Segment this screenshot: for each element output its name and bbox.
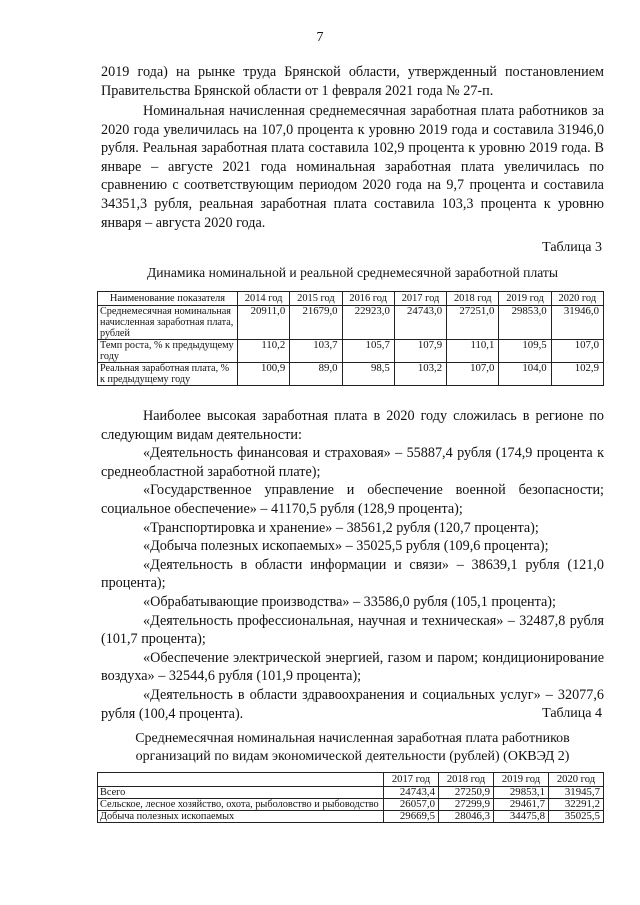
- table3-header-cell: 2019 год: [499, 292, 551, 306]
- table3-header-row: [98, 292, 604, 306]
- paragraph-wages-2020: Номинальная начисленная среднемесячная заработная плата работников за 2020 года увеличилась на 107,0 процента к уровню 2019 года и составила 31946,0 рубля. Реальная заработная плата составила 102,9 процента к уровню 2019 года. В январе – августе 2021 года номинальная заработная плата увеличилась по сравнению с соответствующим периодом 2020 года на 9,7 процента и составила 34351,3 рубля, реальная заработная плата составила 103,3 процента к уровню января – августа 2020 года.: [101, 103, 604, 231]
- table-cell: 29669,5: [384, 811, 439, 823]
- table-cell: 103,7: [290, 340, 342, 363]
- list-intro: Наиболее высокая заработная плата в 2020 году сложилась в регионе по следующим видам деятельности:: [101, 408, 604, 443]
- table-cell: 22923,0: [342, 306, 394, 340]
- table3-title: Динамика номинальной и реальной среднемесячной заработной платы: [147, 265, 558, 280]
- list-item: «Добыча полезных ископаемых» – 35025,5 рубля (109,6 процента);: [143, 538, 549, 555]
- list-item: «Деятельность финансовая и страховая» – 55887,4 рубля (174,9 процента к среднеобластной заработной плате);: [101, 445, 604, 480]
- table-cell: 98,5: [342, 363, 394, 386]
- industries-section: [101, 407, 604, 723]
- table4-title-line: Среднемесячная номинальная начисленная заработная плата работников: [135, 731, 570, 746]
- table-cell: 109,5: [499, 340, 551, 363]
- table-cell: 105,7: [342, 340, 394, 363]
- table-cell: 29461,7: [494, 799, 549, 811]
- table-row: [98, 306, 604, 340]
- table4-header-cell: [98, 773, 384, 787]
- table4-header-row: [98, 773, 604, 787]
- table3-caption: Таблица 3: [542, 240, 602, 255]
- table-cell: 34475,8: [494, 811, 549, 823]
- table-row: [98, 363, 604, 386]
- table-row: [98, 340, 604, 363]
- table3-header-cell: 2016 год: [342, 292, 394, 306]
- table-cell: 103,2: [394, 363, 446, 386]
- table-cell: 27251,0: [447, 306, 499, 340]
- table4: [97, 772, 604, 823]
- list-item: «Государственное управление и обеспечение военной безопасности; социальное обеспечение» – 41170,5 рубля (128,9 процента);: [101, 482, 604, 517]
- row-label: Темп роста, % к предыдущему году: [98, 340, 238, 363]
- table-cell: 35025,5: [549, 811, 604, 823]
- list-item: «Обрабатывающие производства» – 33586,0 рубля (105,1 процента);: [143, 593, 556, 610]
- table-cell: 110,2: [238, 340, 290, 363]
- table3-header-cell: 2018 год: [447, 292, 499, 306]
- table-row: [98, 799, 604, 811]
- table3-header-cell: 2020 год: [551, 292, 603, 306]
- table4-header-cell: 2017 год: [384, 773, 439, 787]
- table-cell: 89,0: [290, 363, 342, 386]
- table-cell: 29853,0: [499, 306, 551, 340]
- table3-header-cell: 2015 год: [290, 292, 342, 306]
- row-label: Всего: [98, 787, 384, 799]
- row-label: Среднемесячная номинальная начисленная заработная плата, рублей: [98, 306, 238, 340]
- list-item: «Транспортировка и хранение» – 38561,2 рубля (120,7 процента);: [143, 519, 539, 536]
- table4-header-cell: 2020 год: [549, 773, 604, 787]
- table-cell: 24743,4: [384, 787, 439, 799]
- list-item: «Деятельность профессиональная, научная и техническая» – 32487,8 рубля (101,7 процента);: [101, 612, 604, 648]
- list-item: «Деятельность в области информации и связи» – 38639,1 рубля (121,0 процента);: [101, 556, 604, 592]
- table-row: [98, 787, 604, 799]
- table-cell: 107,0: [551, 340, 603, 363]
- table-cell: 20911,0: [238, 306, 290, 340]
- table-cell: 21679,0: [290, 306, 342, 340]
- list-item: «Деятельность в области здравоохранения и социальных услуг» – 32077,6 рубля (100,4 процента).: [101, 686, 604, 722]
- row-label: Добыча полезных ископаемых: [98, 811, 384, 823]
- table-cell: 32291,2: [549, 799, 604, 811]
- table-cell: 27250,9: [439, 787, 494, 799]
- table-cell: 31946,0: [551, 306, 603, 340]
- table4-header-cell: 2019 год: [494, 773, 549, 787]
- table3-header-cell: 2017 год: [394, 292, 446, 306]
- page-number: 7: [316, 30, 324, 45]
- table3-header-cell: Наименование показателя: [98, 292, 238, 306]
- table-row: [98, 811, 604, 823]
- table-cell: 26057,0: [384, 799, 439, 811]
- table-cell: 110,1: [447, 340, 499, 363]
- table-cell: 28046,3: [439, 811, 494, 823]
- table-cell: 104,0: [499, 363, 551, 386]
- table-cell: 100,9: [238, 363, 290, 386]
- paragraph-continuation: 2019 года) на рынке труда Брянской области, утвержденный постановлением Правительства Брянской области от 1 февраля 2021 года № 27-п.: [101, 64, 604, 99]
- table-cell: 27299,9: [439, 799, 494, 811]
- table4-header-cell: 2018 год: [439, 773, 494, 787]
- table-cell: 31945,7: [549, 787, 604, 799]
- list-item: «Обеспечение электрической энергией, газом и паром; кондиционирование воздуха» – 32544,6 рубля (101,9 процента);: [101, 649, 604, 685]
- table4-title: [101, 730, 604, 766]
- table-cell: 29853,1: [494, 787, 549, 799]
- table-cell: 107,9: [394, 340, 446, 363]
- table4-title-line: организаций по видам экономической деятельности (рублей) (ОКВЭД 2): [135, 749, 570, 764]
- table4-caption: Таблица 4: [542, 706, 602, 721]
- table3-header-cell: 2014 год: [238, 292, 290, 306]
- table-cell: 24743,0: [394, 306, 446, 340]
- table3: [97, 291, 604, 386]
- row-label: Сельское, лесное хозяйство, охота, рыболовство и рыбоводство: [98, 799, 384, 811]
- table-cell: 107,0: [447, 363, 499, 386]
- table-cell: 102,9: [551, 363, 603, 386]
- row-label: Реальная заработная плата, % к предыдущему году: [98, 363, 238, 386]
